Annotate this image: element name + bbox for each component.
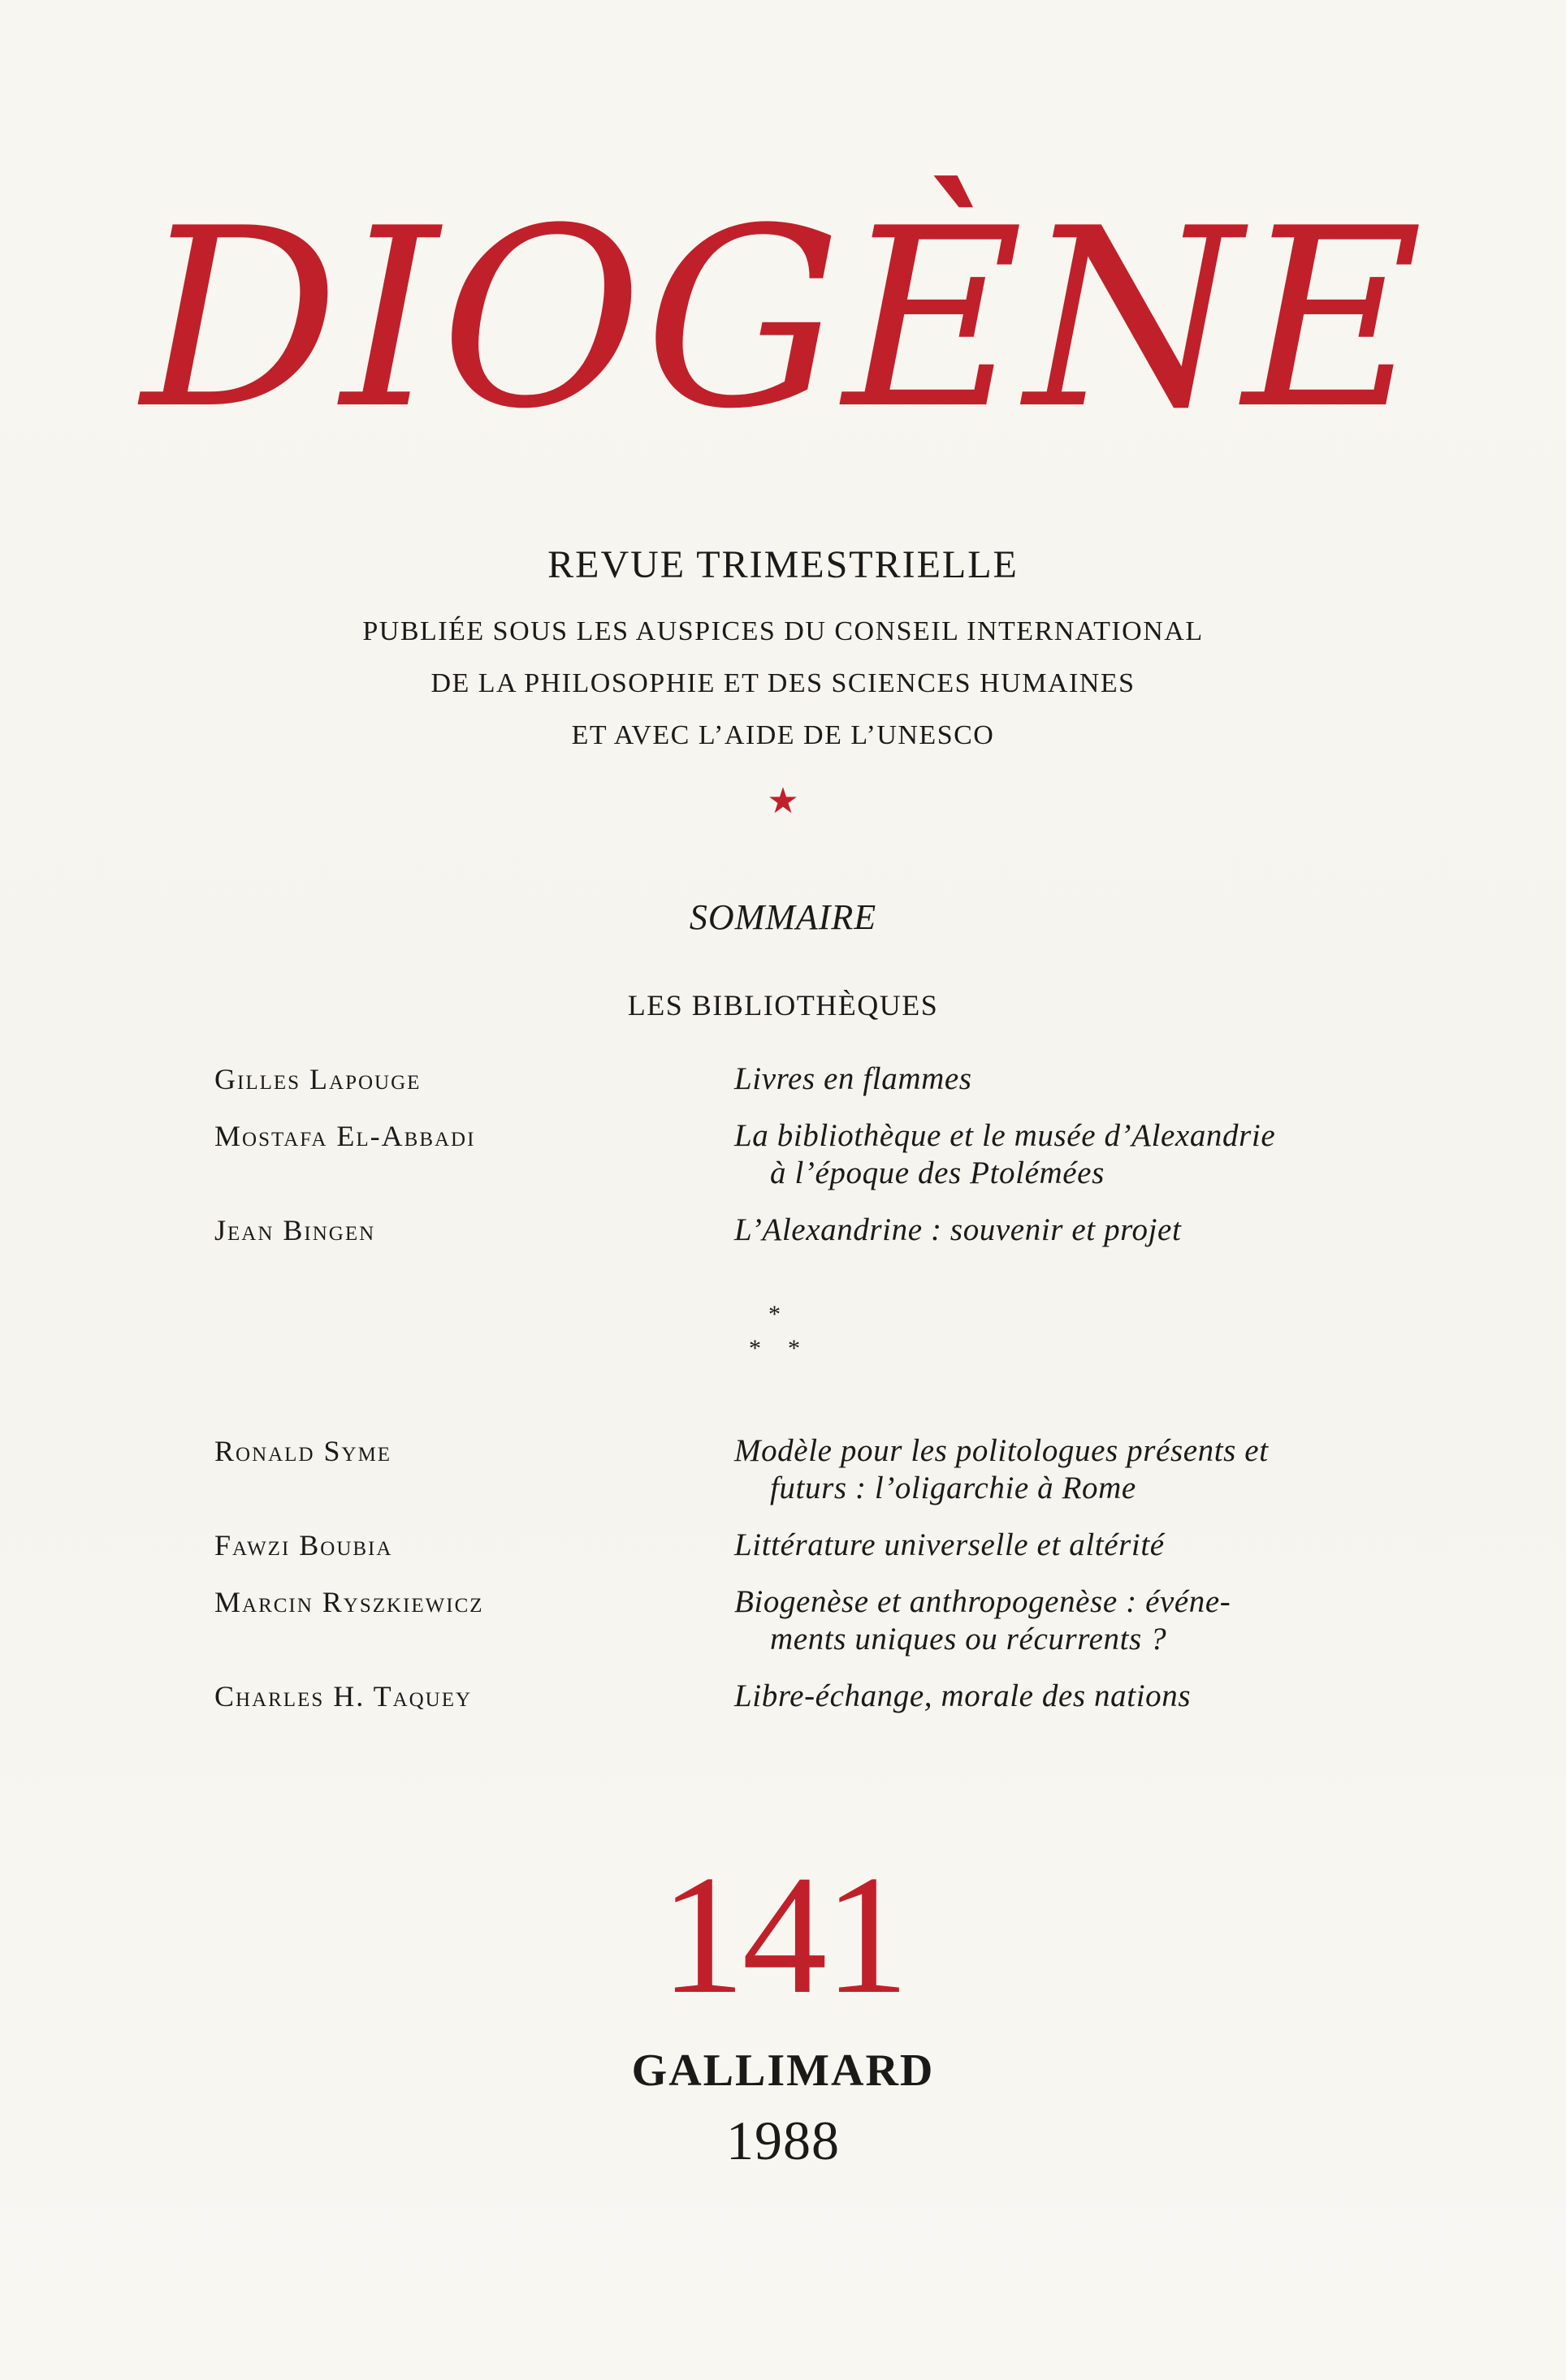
publication-year: 1988 — [726, 2110, 840, 2171]
toc-title — [734, 1117, 1360, 1192]
auspices-line-1: PUBLIÉE SOUS LES AUSPICES DU CONSEIL INTERNATIONAL — [362, 616, 1204, 646]
journal-subtitle: REVUE TRIMESTRIELLE — [547, 543, 1019, 586]
publisher-name: GALLIMARD — [631, 2045, 935, 2096]
toc-author: Mostafa El-Abbadi — [214, 1120, 476, 1152]
toc-author: Charles H. Taquey — [214, 1680, 473, 1713]
toc-author: Ronald Syme — [214, 1435, 392, 1467]
toc-title-line: Biogenèse et anthropogenèse : événe- — [734, 1584, 1231, 1619]
toc-title-line: ments uniques ou récurrents ? — [770, 1622, 1167, 1656]
asterisk-icon: * — [788, 1335, 800, 1362]
asterism-separator — [734, 1302, 832, 1376]
toc-title — [734, 1678, 1360, 1715]
toc-author: Fawzi Boubia — [214, 1529, 393, 1561]
toc-title-line: Littérature universelle et altérité — [734, 1527, 1165, 1562]
toc-title-line: La bibliothèque et le musée d’Alexandrie — [734, 1118, 1276, 1153]
toc-title — [734, 1583, 1360, 1658]
contents-heading: SOMMAIRE — [689, 897, 877, 937]
issue-number: 141 — [660, 1841, 906, 2029]
toc-author: Marcin Ryszkiewicz — [214, 1586, 484, 1618]
toc-title — [734, 1527, 1360, 1564]
toc-title-line: Libre-échange, morale des nations — [734, 1678, 1192, 1713]
toc-author: Jean Bingen — [214, 1214, 376, 1246]
section-title: LES BIBLIOTHÈQUES — [627, 989, 939, 1022]
toc-title-line: Livres en flammes — [734, 1061, 972, 1096]
star-icon: ★ — [767, 781, 799, 821]
toc-title-line: à l’époque des Ptolémées — [770, 1155, 1105, 1190]
toc-title — [734, 1060, 1360, 1098]
auspices-line-2: DE LA PHILOSOPHIE ET DES SCIENCES HUMAINES — [430, 668, 1136, 698]
toc-title-line: L’Alexandrine : souvenir et projet — [734, 1212, 1182, 1247]
toc-title-line: futurs : l’oligarchie à Rome — [770, 1471, 1136, 1505]
asterisk-icon: * — [749, 1335, 761, 1362]
auspices-line-3: ET AVEC L’AIDE DE L’UNESCO — [571, 720, 995, 750]
journal-title: DIOGÈNE — [141, 175, 1425, 463]
asterisk-icon: * — [768, 1301, 781, 1328]
toc-title — [734, 1212, 1360, 1249]
toc-author: Gilles Lapouge — [214, 1063, 422, 1095]
toc-title-line: Modèle pour les politologues présents et — [734, 1433, 1269, 1468]
toc-title — [734, 1432, 1360, 1507]
